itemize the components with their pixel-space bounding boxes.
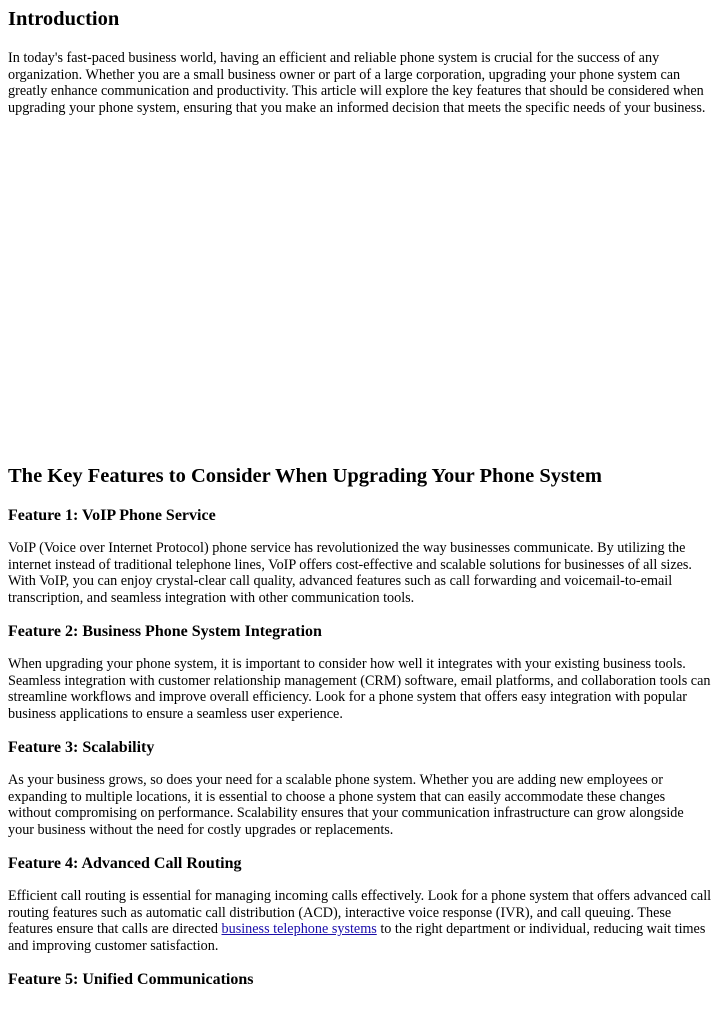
feature-title: Feature 1: VoIP Phone Service [8,507,216,524]
feature-body: When upgrading your phone system, it is important to consider how well it integrates with your existing business tools. Seamless integration with customer relationship management (CRM) software, email platforms, and collaboration tools can streamline workflows and improve overall efficiency. Look for a phone system that offers easy integration with popular business applications to ensure a seamless user experience. [8,656,711,722]
feature-section-5 [8,970,712,990]
business-telephone-systems-link[interactable]: business telephone systems [221,921,377,937]
intro-paragraph: In today's fast-paced business world, having an efficient and reliable phone system is crucial for the success of any organization. Whether you are a small business owner or part of a large corporation, upgrading your phone system can greatly enhance communication and productivity. This article will explore the key features that should be considered when upgrading your phone system, ensuring that you make an informed decision that meets the specific needs of your business. [8,50,706,116]
feature-body: VoIP (Voice over Internet Protocol) phone service has revolutionized the way businesses communicate. By utilizing the internet instead of traditional telephone lines, VoIP offers cost-effective and scalable solutions for businesses of all sizes. With VoIP, you can enjoy crystal-clear call quality, advanced features such as call forwarding and voicemail-to-email transcription, and seamless integration with other communication tools. [8,540,692,606]
feature-title: Feature 4: Advanced Call Routing [8,855,242,872]
feature-section-3 [8,738,712,838]
feature-body: As your business grows, so does your need for a scalable phone system. Whether you are adding new employees or expanding to multiple locations, it is essential to choose a phone system that can easily accommodate these changes without compromising on performance. Scalability ensures that your communication infrastructure can grow alongside your business without the need for costly upgrades or replacements. [8,772,684,838]
feature-body [8,888,712,954]
feature-title: Feature 2: Business Phone System Integration [8,623,322,640]
feature-body-text: to the right department or individual, reducing wait times and improving customer satisfaction. [8,921,706,954]
intro-heading: Introduction [8,8,120,30]
feature-section-2 [8,622,712,722]
feature-title: Feature 3: Scalability [8,739,155,756]
main-heading: The Key Features to Consider When Upgrading Your Phone System [8,465,602,487]
feature-section-4 [8,854,712,954]
feature-section-1 [8,506,712,606]
feature-title: Feature 5: Unified Communications [8,971,254,988]
feature-body-text: Efficient call routing is essential for managing incoming calls effectively. Look for a phone system that offers advanced call routing features such as automatic call distribution (ACD), interactive voice response (IVR), and call queuing. These features ensure that calls are directed [8,888,712,937]
feature-list [8,506,712,1004]
